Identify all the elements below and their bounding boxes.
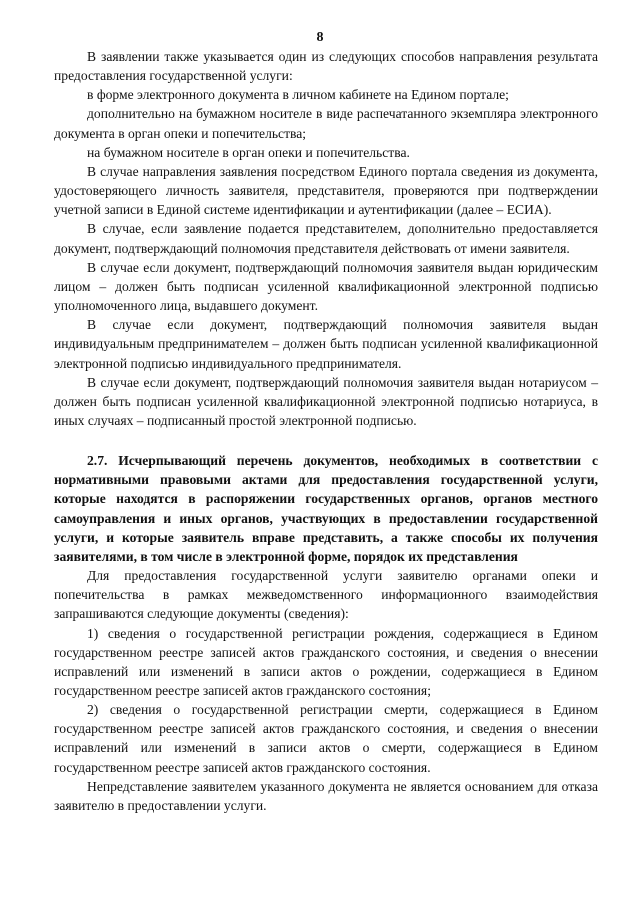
paragraph-esia: В случае направления заявления посредством Единого портала сведения из документа, удостоверяющего личность заявителя, представителя, проверяются при подтверждении учетной записи в Единой системе идентификации и аутентификации (далее – ЕСИА).: [54, 163, 598, 218]
list-item-birth-records: 1) сведения о государственной регистрации рождения, содержащиеся в Едином государственном реестре записей актов гражданского состояния, и сведения о внесении исправлений или изменений в записи актов о рождении, содержащиеся в Едином государственном реестре записей актов гражданского состояния;: [54, 625, 598, 698]
paragraph-notary: В случае если документ, подтверждающий полномочия заявителя выдан нотариусом – должен быть подписан усиленной квалификационной электронной подписью нотариуса, в иных случаях – подписанный простой электронной подписью.: [54, 374, 598, 428]
paragraph-legal-entity: В случае если документ, подтверждающий полномочия заявителя выдан юридическим лицом – должен быть подписан усиленной квалификационной электронной подписью уполномоченного лица, выдавшего документ.: [54, 259, 598, 314]
page-number: 8: [316, 30, 324, 45]
paragraph-option-paper-copy: дополнительно на бумажном носителе в виде распечатанного экземпляра электронного документа в орган опеки и попечительства;: [54, 106, 598, 141]
document-body: [54, 47, 598, 815]
paragraph-entrepreneur: В случае если документ, подтверждающий полномочия заявителя выдан индивидуальным предпринимателем – должен быть подписан усиленной квалификационной электронной подписью индивидуального предпринимателя.: [54, 317, 598, 371]
paragraph-representative: В случае, если заявление подается представителем, дополнительно предоставляется документ, подтверждающий полномочия представителя действовать от имени заявителя.: [54, 221, 598, 256]
section-heading-2-7: 2.7. Исчерпывающий перечень документов, необходимых в соответствии с нормативными правовыми актами для предоставления государственной услуги, которые находятся в распоряжении государственных органов, органов местного самоуправления и иных органов, участвующих в предоставлении государственной услуги, и которые заявитель вправе представить, а также способы их получения заявителями, в том числе в электронной форме, порядок их представления: [54, 453, 598, 564]
paragraph-non-submission: Непредставление заявителем указанного документа не является основанием для отказа заявителю в предоставлении услуги.: [54, 778, 598, 813]
paragraph-interagency-request: Для предоставления государственной услуги заявителю органами опеки и попечительства в рамках межведомственного информационного взаимодействия запрашиваются следующие документы (сведения):: [54, 568, 598, 622]
paragraph-delivery-methods: В заявлении также указывается один из следующих способов направления результата предоставления государственной услуги:: [54, 49, 598, 84]
paragraph-option-portal: в форме электронного документа в личном кабинете на Едином портале;: [87, 87, 509, 103]
section-gap: [54, 430, 598, 451]
list-item-death-records: 2) сведения о государственной регистрации смерти, содержащиеся в Едином государственном реестре записей актов гражданского состояния, и сведения о внесении исправлений или изменений в записи актов о смерти, содержащиеся в Едином государственном реестре записей актов гражданского состояния.: [54, 702, 598, 775]
paragraph-option-paper: на бумажном носителе в орган опеки и попечительства.: [87, 144, 410, 160]
